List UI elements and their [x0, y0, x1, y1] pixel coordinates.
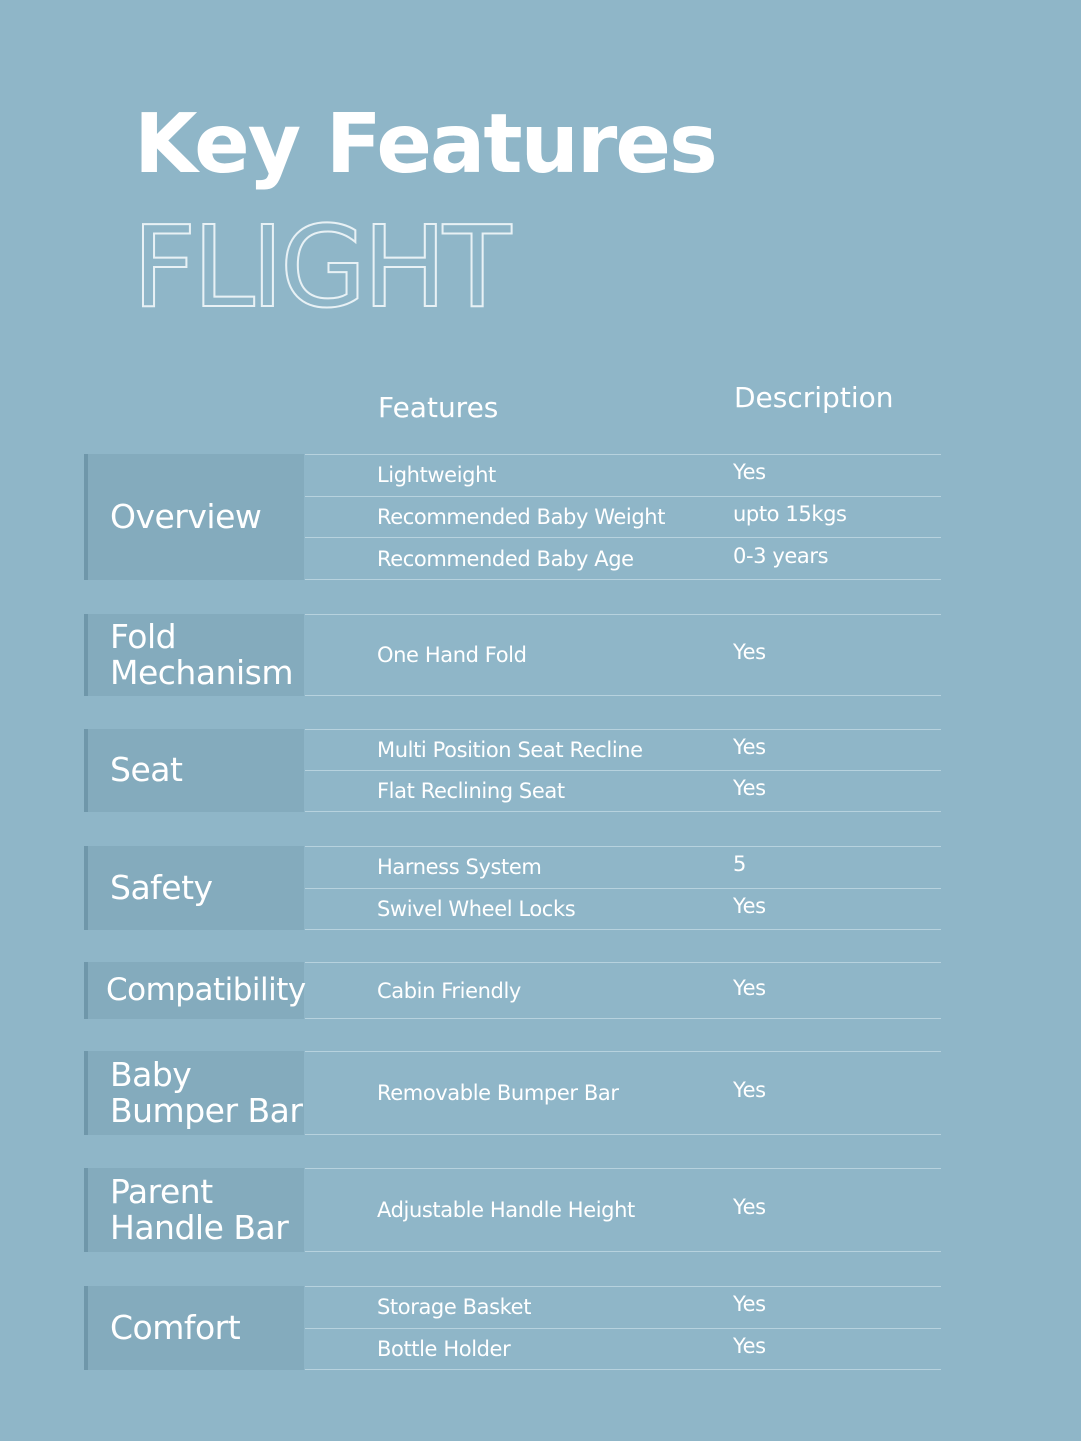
table-row	[305, 497, 941, 539]
feature-value: Yes	[733, 776, 766, 801]
group-fold-mechanism	[84, 614, 941, 696]
category-label: Comfort	[84, 1286, 304, 1370]
category-label: Compatibility	[84, 962, 304, 1019]
feature-name: Swivel Wheel Locks	[377, 896, 576, 921]
group-seat	[84, 729, 941, 812]
group-parent-handle-bar	[84, 1168, 941, 1252]
feature-name: Lightweight	[377, 463, 496, 488]
table-row	[305, 1169, 941, 1252]
group-compatibility	[84, 962, 941, 1019]
table-row	[305, 963, 941, 1019]
category-label: Baby Bumper Bar	[84, 1051, 304, 1135]
category-label: Overview	[84, 454, 304, 580]
features-column-header: Features	[378, 391, 499, 424]
feature-value: Yes	[733, 735, 766, 760]
feature-name: Recommended Baby Age	[377, 546, 634, 571]
feature-value: Yes	[733, 1292, 766, 1317]
feature-name: Removable Bumper Bar	[377, 1081, 619, 1105]
feature-name: Cabin Friendly	[377, 978, 521, 1003]
table-row	[305, 889, 941, 931]
feature-name: Harness System	[377, 855, 542, 880]
table-row	[305, 1052, 941, 1135]
category-label: Safety	[84, 846, 304, 930]
feature-name: Storage Basket	[377, 1295, 532, 1320]
page-title: Key Features	[134, 97, 716, 192]
feature-name: Bottle Holder	[377, 1336, 511, 1361]
feature-value: Yes	[733, 640, 766, 665]
feature-name: Recommended Baby Weight	[377, 505, 666, 529]
category-label: Parent Handle Bar	[84, 1168, 304, 1252]
group-safety	[84, 846, 941, 930]
feature-name: One Hand Fold	[377, 643, 527, 667]
feature-value: 0-3 years	[733, 543, 829, 568]
feature-value: Yes	[733, 893, 766, 918]
category-label: Seat	[84, 729, 304, 812]
group-overview	[84, 454, 941, 580]
feature-value: upto 15kgs	[733, 502, 847, 527]
feature-name: Flat Reclining Seat	[377, 779, 565, 803]
feature-value: Yes	[733, 460, 766, 485]
table-row	[305, 1329, 941, 1371]
table-row	[305, 1287, 941, 1329]
table-row	[305, 730, 941, 771]
feature-value: Yes	[733, 1195, 766, 1220]
category-label: Fold Mechanism	[84, 614, 304, 696]
feature-value: Yes	[733, 1333, 766, 1358]
feature-name: Adjustable Handle Height	[377, 1198, 635, 1222]
table-row	[305, 771, 941, 812]
group-comfort	[84, 1286, 941, 1370]
group-baby-bumper-bar	[84, 1051, 941, 1135]
feature-value: Yes	[733, 1078, 766, 1103]
table-row	[305, 455, 941, 497]
description-column-header: Description	[734, 381, 894, 414]
feature-value: Yes	[733, 975, 766, 1000]
feature-name: Multi Position Seat Recline	[377, 738, 643, 762]
table-row	[305, 615, 941, 696]
table-row	[305, 847, 941, 889]
product-name-outline: FLIGHT	[132, 203, 508, 333]
feature-value: 5	[733, 852, 746, 877]
table-row	[305, 538, 941, 580]
